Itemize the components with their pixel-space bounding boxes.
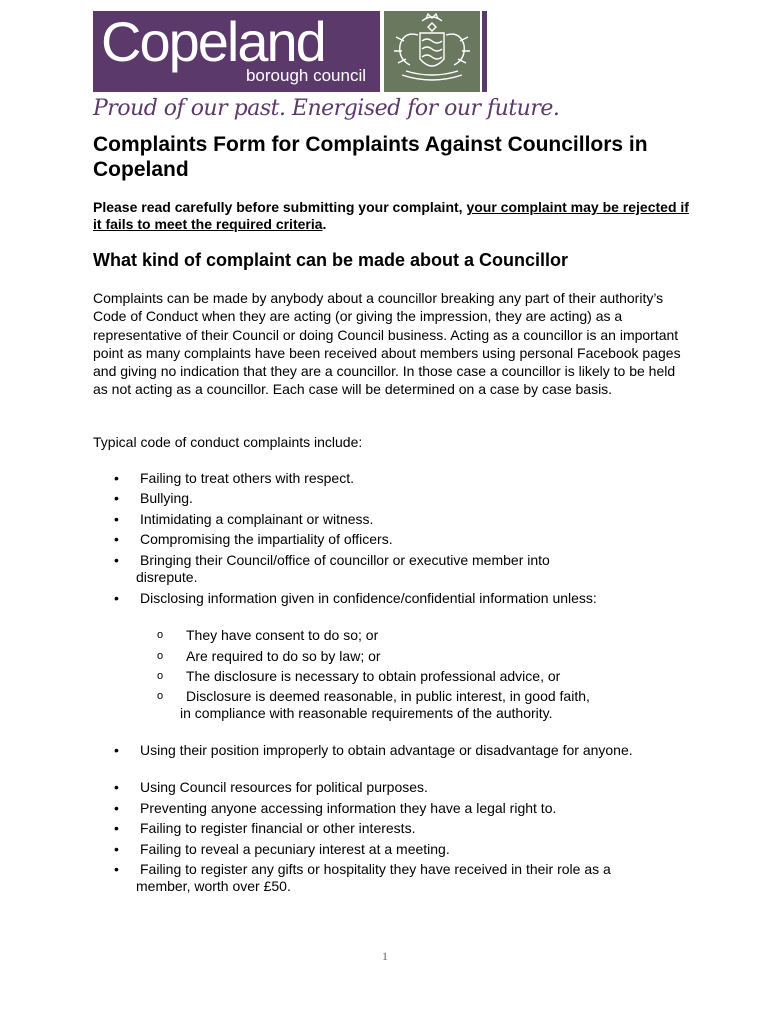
copeland-logo [93,11,380,92]
bullet-icon: • [114,511,119,527]
tagline: Proud of our past. Energised for our future. [93,96,560,121]
document-title: Complaints Form for Complaints Against Councillors in Copeland [93,133,648,181]
logo-divider [482,11,487,92]
list-intro: Typical code of conduct complaints include: [93,434,363,450]
bullet-icon: • [114,861,119,877]
circle-bullet-icon: o [157,670,164,682]
document-page: Copeland borough council Proud of our past. Energised for our future. Complaints Form for Complaints Against Councillors in Copeland Please read carefully before submitting your complaint, your complaint may be rejected if it fails to meet the required criteria. What kind of complaint can be made about a Councillor Complaints can be made by anybody about a councillor breaking any part of their authority’s Code of Conduct when they are acting (or giving the impression, they are acting) as a representative of their Council or doing Council business. Acting as a councillor is an important point as many complaints have been received about members using personal Facebook pages and giving no indication that they are a councillor. In those case a councillor is likely to be held as not acting as a councillor. Each case will be determined on a case by case basis. Typical code of conduct complaints include: • Failing to treat others with respect. • Bullying. • Intimidating a complainant or witness. • Compromising the impartiality of officers. • Bringing their Council/office of councillor or executive member into disrepute. • Disclosing information given in confidence/confidential information unless: o They have consent to do so; or o Are required to do so by law; or o The disclosure is necessary to obtain professional advice, or o Disclosure is deemed reasonable, in public interest, in good faith, in compliance with reasonable requirements of the authority. • Using their position improperly to obtain advantage or disadvantage for anyone. • Using Council resources for political purposes. • Preventing anyone accessing information they have a legal right to. • Failing to register financial or other interests. • Failing to reveal a pecuniary interest at a meeting. • Failing to register any gifts or hospitality they have received in their role as a member, worth over £50. 1 [0,0,770,1024]
bullet-icon: • [114,779,119,795]
bullet-icon: • [114,742,119,758]
bullet-icon: • [114,552,119,568]
bullet-icon: • [114,490,119,506]
bullet-icon: • [114,590,119,606]
bullet-icon: • [114,820,119,836]
logo-subtext: borough council [245,66,366,85]
bullet-icon: • [114,470,119,486]
circle-bullet-icon: o [157,690,164,702]
intro-plain: Please read carefully before submitting your complaint, [93,199,467,215]
bullet-icon: • [114,841,119,857]
bullet-icon: • [114,531,119,547]
intro-end: . [322,216,327,232]
council-crest-icon [384,11,480,92]
section-heading: What kind of complaint can be made about a Councillor [93,250,569,270]
intro-note [93,199,693,233]
page-number: 1 [382,949,388,963]
logo-wordmark: Copeland [101,10,325,73]
circle-bullet-icon: o [157,650,164,662]
bullet-icon: • [114,800,119,816]
circle-bullet-icon: o [157,629,164,641]
body-paragraph: Complaints can be made by anybody about a councillor breaking any part of their authority’s Code of Conduct when they are acting (or giving the impression, they are acting) as a representative of their Council or doing Council business. Acting as a councillor is an important point as many complaints have been received about members using personal Facebook pages and giving no indication that they are a councillor. In those case a councillor is likely to be held as not acting as a councillor. Each case will be determined on a case by case basis. [93,290,681,398]
intro-underlined: your complaint may be rejected if it fails to meet the required criteria [93,199,689,232]
